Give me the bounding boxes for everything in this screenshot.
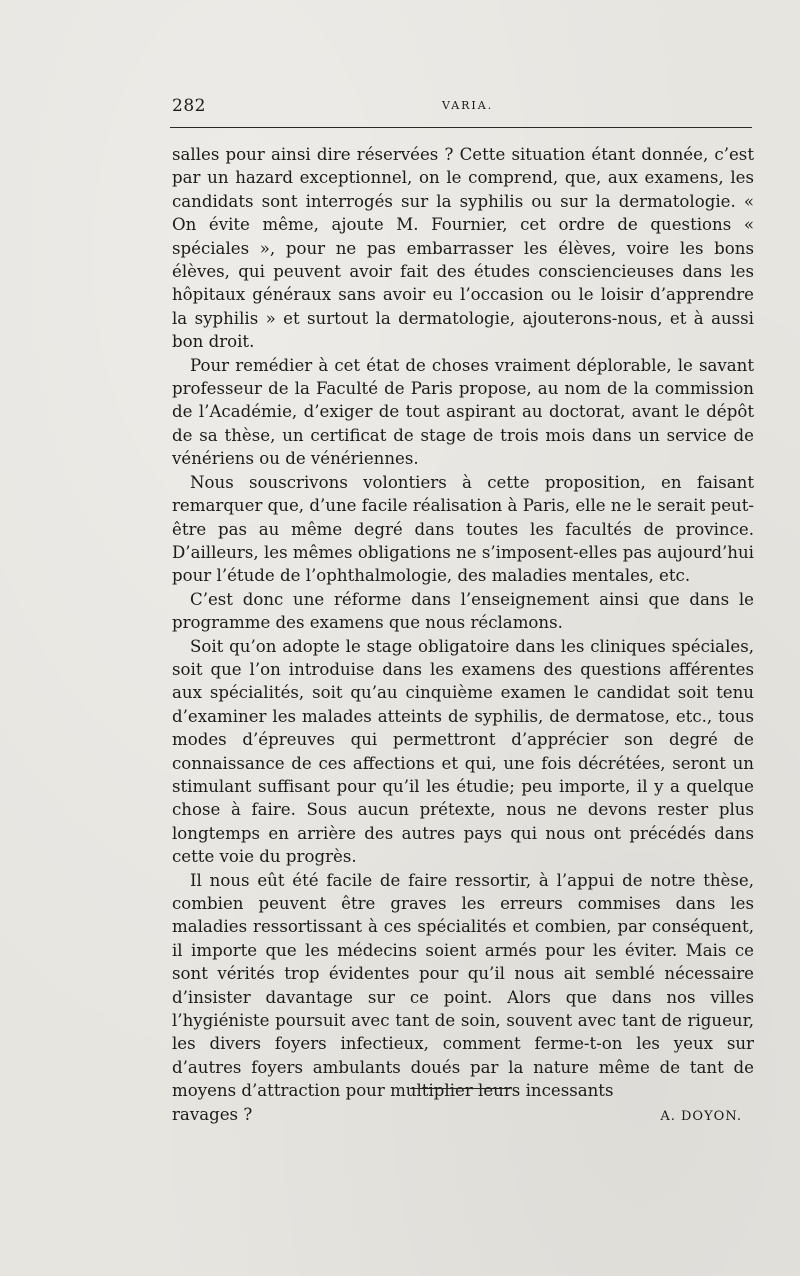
page-header <box>172 96 752 120</box>
paragraph: Pour remédier à cet état de choses vraiment déplorable, le savant professeur de la Faculté de Paris propose, au nom de la commission de l’Académie, d’exiger de tout aspirant au doctorat, avant le dépôt de sa thèse, un certificat de stage de trois mois dans un service de vénériens ou de vénériennes. <box>172 355 754 469</box>
author-signature: A. DOYON. <box>660 1108 742 1124</box>
page-number: 282 <box>172 96 206 116</box>
closing-words: ravages ? <box>172 1104 253 1124</box>
closing-line <box>172 1103 754 1128</box>
paragraph: Nous souscrivons volontiers à cette proposition, en faisant remarquer que, d’une facile réalisation à Paris, elle ne le serait peut-être pas au même degré dans toutes les facultés de province. D’ailleurs, les mêmes obligations ne s’imposent-elles pas aujourd’hui pour l’étude de l’ophthalmologie, des maladies mentales, etc. <box>172 472 754 586</box>
body-text <box>172 143 754 1128</box>
end-rule <box>410 1088 510 1089</box>
header-rule <box>170 127 752 128</box>
paragraph: Soit qu’on adopte le stage obligatoire dans les cliniques spéciales, soit que l’on introduise dans les examens des questions afférentes aux spécialités, soit qu’au cinquième examen le candidat soit tenu d’examiner les malades atteints de syphilis, de dermatose, etc., tous modes d’épreuves qui permettront d’apprécier son degré de connaissance de ces affections et qui, une fois décrétées, seront un stimulant suffisant pour qu’il les étudie; peu importe, il y a quelque chose à faire. Sous aucun prétexte, nous ne devons rester plus longtemps en arrière des autres pays qui nous ont précédés dans cette voie du progrès. <box>172 636 754 867</box>
running-head: VARIA. <box>442 99 494 112</box>
paragraph: C’est donc une réforme dans l’enseignement ainsi que dans le programme des examens que nous réclamons. <box>172 589 754 633</box>
paragraph: salles pour ainsi dire réservées ? Cette situation étant donnée, c’est par un hazard exceptionnel, on le comprend, que, aux examens, les candidats sont interrogés sur la syphilis ou sur la dermatologie. « On évite même, ajoute M. Fournier, cet ordre de questions « spéciales », pour ne pas embarrasser les élèves, voire les bons élèves, qui peuvent avoir fait des études consciencieuses dans les hôpitaux généraux sans avoir eu l’occasion ou le loisir d’apprendre la syphilis » et surtout la dermatologie, ajouterons-nous, et à aussi bon droit. <box>172 145 754 352</box>
paragraph: Il nous eût été facile de faire ressortir, à l’appui de notre thèse, combien peuvent être graves les erreurs commises dans les maladies ressortissant à ces spécialités et combien, par conséquent, il importe que les médecins soient armés pour les éviter. Mais ce sont vérités trop évidentes pour qu’il nous ait semblé nécessaire d’insister davantage sur ce point. Alors que dans nos villes l’hygiéniste poursuit avec tant de soin, souvent avec tant de rigueur, les divers foyers infectieux, comment ferme-t-on les yeux sur d’autres foyers ambulants doués par la nature même de tant de moyens d’attraction pour multiplier leurs incessants <box>172 870 754 1101</box>
